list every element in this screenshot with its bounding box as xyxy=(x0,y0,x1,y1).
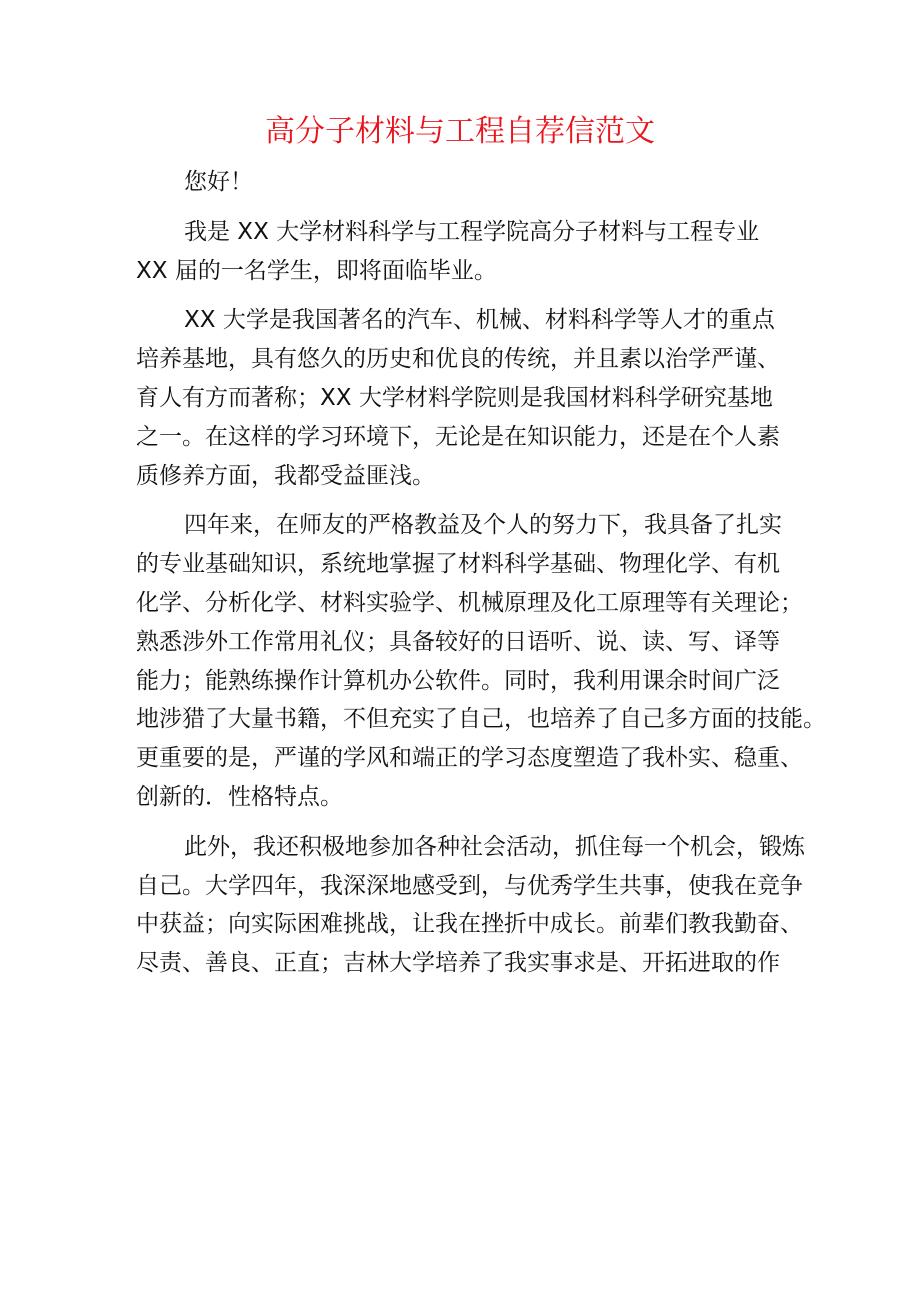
paragraph-line: 之一。在这样的学习环境下，无论是在知识能力，还是在个人素 xyxy=(136,423,780,450)
paragraph-line: XX 届的一名学生，即将面临毕业。 xyxy=(136,257,497,284)
paragraph-line: 质修养方面，我都受益匪浅。 xyxy=(136,462,435,489)
paragraph-4 xyxy=(136,828,805,983)
paragraph-line: 熟悉涉外工作常用礼仪；具备较好的日语听、说、读、写、译等 xyxy=(136,628,780,655)
letter-body xyxy=(136,163,826,983)
paragraph-line: 化学、分析化学、材料实验学、机械原理及化工原理等有关理论； xyxy=(136,589,803,616)
paragraph-line: 尽责、善良、正直；吉林大学培养了我实事求是、开拓进取的作 xyxy=(136,950,780,977)
paragraph-line: 能力；能熟练操作计算机办公软件。同时，我利用课余时间广泛 xyxy=(136,667,780,694)
paragraph-line: 育人有方而著称；XX 大学材料学院则是我国材料科学研究基地 xyxy=(136,384,773,411)
paragraph-3 xyxy=(136,506,826,816)
paragraph-line: XX 大学是我国著名的汽车、机械、材料科学等人才的重点 xyxy=(184,307,775,334)
paragraph-line: 我是 XX 大学材料科学与工程学院高分子材料与工程专业 xyxy=(184,218,760,245)
paragraph-line: 创新的．性格特点。 xyxy=(136,783,343,810)
document-title: 高分子材料与工程自荐信范文 xyxy=(265,114,655,149)
paragraph-gap xyxy=(136,290,796,301)
paragraph-line: 培养基地，具有悠久的历史和优良的传统，并且素以治学严谨、 xyxy=(136,346,780,373)
paragraph-1 xyxy=(136,213,796,291)
paragraph-2 xyxy=(136,301,796,495)
paragraph-line: 更重要的是，严谨的学风和端正的学习态度塑造了我朴实、稳重、 xyxy=(136,745,803,772)
paragraph-line: 自己。大学四年，我深深地感受到，与优秀学生共事，使我在竞争 xyxy=(136,872,803,899)
paragraph-gap xyxy=(136,495,796,506)
paragraph-line: 地涉猎了大量书籍，不但充实了自己，也培养了自己多方面的技能。 xyxy=(136,706,826,733)
paragraph-line: 此外，我还积极地参加各种社会活动，抓住每一个机会，锻炼 xyxy=(184,833,805,860)
greeting-line: 您好！ xyxy=(184,169,253,195)
paragraph-gap xyxy=(136,202,796,213)
paragraph-line: 四年来，在师友的严格教益及个人的努力下，我具备了扎实 xyxy=(184,512,782,539)
paragraph-line: 中获益；向实际困难挑战，让我在挫折中成长。前辈们教我勤奋、 xyxy=(136,911,803,938)
paragraph-gap xyxy=(136,817,796,828)
paragraph-line: 的专业基础知识，系统地掌握了材料科学基础、物理化学、有机 xyxy=(136,551,780,578)
